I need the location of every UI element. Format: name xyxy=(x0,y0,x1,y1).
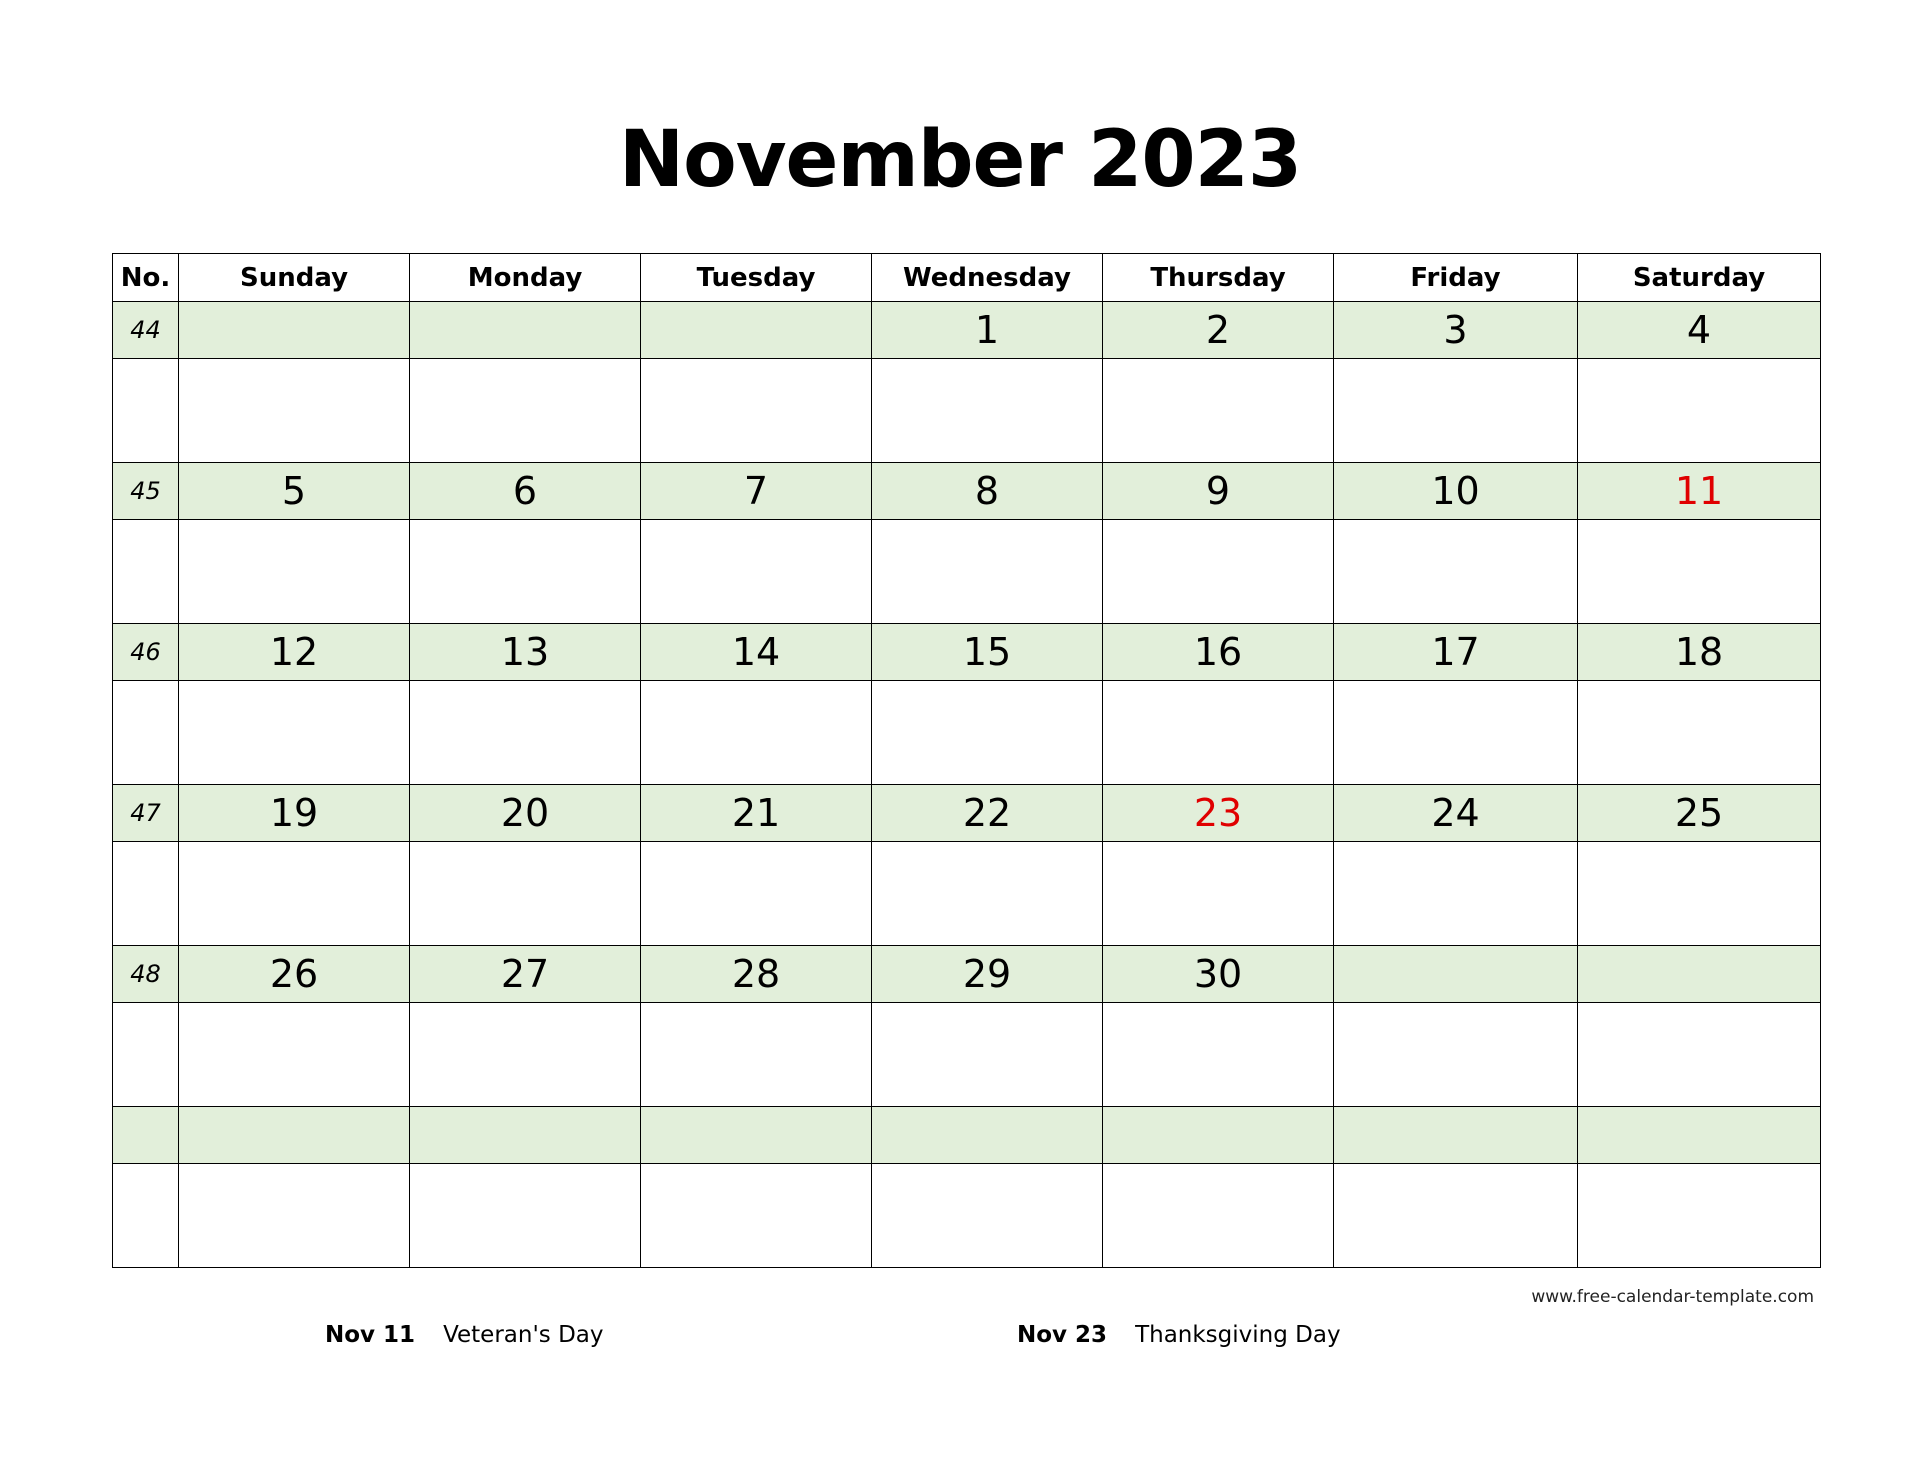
weekday-header-row xyxy=(113,254,1821,302)
day-number-cell: 24 xyxy=(1334,785,1578,842)
day-number-cell xyxy=(1578,1107,1821,1164)
week-notes-row xyxy=(113,1003,1821,1107)
day-number-cell xyxy=(410,1107,641,1164)
week-number-cell: 45 xyxy=(113,463,179,520)
weekday-header-friday: Friday xyxy=(1334,254,1578,302)
day-number-cell: 4 xyxy=(1578,302,1821,359)
day-number-cell: 20 xyxy=(410,785,641,842)
day-notes-cell xyxy=(410,520,641,624)
day-number-cell: 29 xyxy=(872,946,1103,1003)
holiday-name: Thanksgiving Day xyxy=(1135,1322,1341,1348)
holiday-date: Nov 23 xyxy=(1017,1322,1108,1348)
day-notes-cell xyxy=(1334,842,1578,946)
website-url: www.free-calendar-template.com xyxy=(1531,1287,1814,1307)
week-notes-number-cell xyxy=(113,1164,179,1268)
day-number-cell: 14 xyxy=(641,624,872,681)
week-date-row xyxy=(113,624,1821,681)
day-number-cell: 28 xyxy=(641,946,872,1003)
day-notes-cell xyxy=(872,520,1103,624)
day-number-cell: 15 xyxy=(872,624,1103,681)
week-date-row xyxy=(113,1107,1821,1164)
day-number-cell: 18 xyxy=(1578,624,1821,681)
day-number-cell xyxy=(1578,946,1821,1003)
day-number-cell: 6 xyxy=(410,463,641,520)
week-number-cell: 48 xyxy=(113,946,179,1003)
day-number-cell: 25 xyxy=(1578,785,1821,842)
week-notes-row xyxy=(113,520,1821,624)
day-notes-cell xyxy=(872,1164,1103,1268)
day-notes-cell xyxy=(1578,359,1821,463)
week-notes-row xyxy=(113,1164,1821,1268)
day-notes-cell xyxy=(410,1164,641,1268)
day-number-cell: 8 xyxy=(872,463,1103,520)
holiday-item xyxy=(325,1322,604,1348)
day-notes-cell xyxy=(179,520,410,624)
day-number-cell: 11 xyxy=(1578,463,1821,520)
week-number-cell: 44 xyxy=(113,302,179,359)
day-number-cell: 16 xyxy=(1103,624,1334,681)
day-number-cell xyxy=(872,1107,1103,1164)
day-notes-cell xyxy=(410,681,641,785)
day-notes-cell xyxy=(179,359,410,463)
day-number-cell: 2 xyxy=(1103,302,1334,359)
day-number-cell: 19 xyxy=(179,785,410,842)
day-notes-cell xyxy=(1334,1003,1578,1107)
weekday-header-saturday: Saturday xyxy=(1578,254,1821,302)
day-number-cell: 30 xyxy=(1103,946,1334,1003)
day-notes-cell xyxy=(1103,842,1334,946)
day-notes-cell xyxy=(641,1164,872,1268)
day-notes-cell xyxy=(179,1164,410,1268)
day-notes-cell xyxy=(410,842,641,946)
day-notes-cell xyxy=(1103,1003,1334,1107)
week-notes-row xyxy=(113,359,1821,463)
week-date-row xyxy=(113,463,1821,520)
day-number-cell: 27 xyxy=(410,946,641,1003)
day-notes-cell xyxy=(1334,681,1578,785)
week-notes-row xyxy=(113,842,1821,946)
day-notes-cell xyxy=(872,1003,1103,1107)
calendar-grid xyxy=(112,253,1821,1268)
day-notes-cell xyxy=(1578,1003,1821,1107)
day-number-cell: 21 xyxy=(641,785,872,842)
day-number-cell: 17 xyxy=(1334,624,1578,681)
day-notes-cell xyxy=(1578,842,1821,946)
day-number-cell: 3 xyxy=(1334,302,1578,359)
day-notes-cell xyxy=(872,681,1103,785)
week-date-row xyxy=(113,785,1821,842)
day-number-cell xyxy=(1334,946,1578,1003)
day-notes-cell xyxy=(1103,681,1334,785)
day-notes-cell xyxy=(872,359,1103,463)
week-notes-number-cell xyxy=(113,842,179,946)
day-number-cell: 1 xyxy=(872,302,1103,359)
day-notes-cell xyxy=(1334,520,1578,624)
day-number-cell: 9 xyxy=(1103,463,1334,520)
day-notes-cell xyxy=(641,842,872,946)
day-number-cell xyxy=(1103,1107,1334,1164)
calendar-title: November 2023 xyxy=(618,115,1302,205)
day-notes-cell xyxy=(1334,1164,1578,1268)
day-number-cell: 22 xyxy=(872,785,1103,842)
week-number-cell: 47 xyxy=(113,785,179,842)
day-notes-cell xyxy=(179,842,410,946)
weekday-header-thursday: Thursday xyxy=(1103,254,1334,302)
day-number-cell xyxy=(179,1107,410,1164)
day-notes-cell xyxy=(1103,1164,1334,1268)
day-notes-cell xyxy=(1334,359,1578,463)
weekday-header-monday: Monday xyxy=(410,254,641,302)
weekday-header-tuesday: Tuesday xyxy=(641,254,872,302)
weekday-header-wednesday: Wednesday xyxy=(872,254,1103,302)
day-notes-cell xyxy=(872,842,1103,946)
holiday-name: Veteran's Day xyxy=(443,1322,604,1348)
day-number-cell: 10 xyxy=(1334,463,1578,520)
day-number-cell: 23 xyxy=(1103,785,1334,842)
day-notes-cell xyxy=(1578,520,1821,624)
day-notes-cell xyxy=(179,1003,410,1107)
week-notes-number-cell xyxy=(113,359,179,463)
day-number-cell: 5 xyxy=(179,463,410,520)
week-notes-number-cell xyxy=(113,520,179,624)
week-notes-row xyxy=(113,681,1821,785)
weekday-header-sunday: Sunday xyxy=(179,254,410,302)
day-notes-cell xyxy=(641,1003,872,1107)
day-number-cell: 26 xyxy=(179,946,410,1003)
day-number-cell xyxy=(1334,1107,1578,1164)
week-number-cell xyxy=(113,1107,179,1164)
day-number-cell: 13 xyxy=(410,624,641,681)
week-date-row xyxy=(113,302,1821,359)
week-number-header: No. xyxy=(113,254,179,302)
week-number-cell: 46 xyxy=(113,624,179,681)
day-notes-cell xyxy=(1103,359,1334,463)
week-date-row xyxy=(113,946,1821,1003)
day-number-cell xyxy=(410,302,641,359)
day-number-cell: 7 xyxy=(641,463,872,520)
day-notes-cell xyxy=(1578,1164,1821,1268)
day-notes-cell xyxy=(410,359,641,463)
day-notes-cell xyxy=(641,520,872,624)
holiday-item xyxy=(1017,1322,1341,1348)
day-number-cell xyxy=(641,302,872,359)
day-notes-cell xyxy=(1103,520,1334,624)
week-notes-number-cell xyxy=(113,681,179,785)
holiday-date: Nov 11 xyxy=(325,1322,416,1348)
day-number-cell xyxy=(179,302,410,359)
day-notes-cell xyxy=(410,1003,641,1107)
day-notes-cell xyxy=(1578,681,1821,785)
week-notes-number-cell xyxy=(113,1003,179,1107)
day-notes-cell xyxy=(641,681,872,785)
day-number-cell: 12 xyxy=(179,624,410,681)
day-notes-cell xyxy=(179,681,410,785)
day-number-cell xyxy=(641,1107,872,1164)
day-notes-cell xyxy=(641,359,872,463)
